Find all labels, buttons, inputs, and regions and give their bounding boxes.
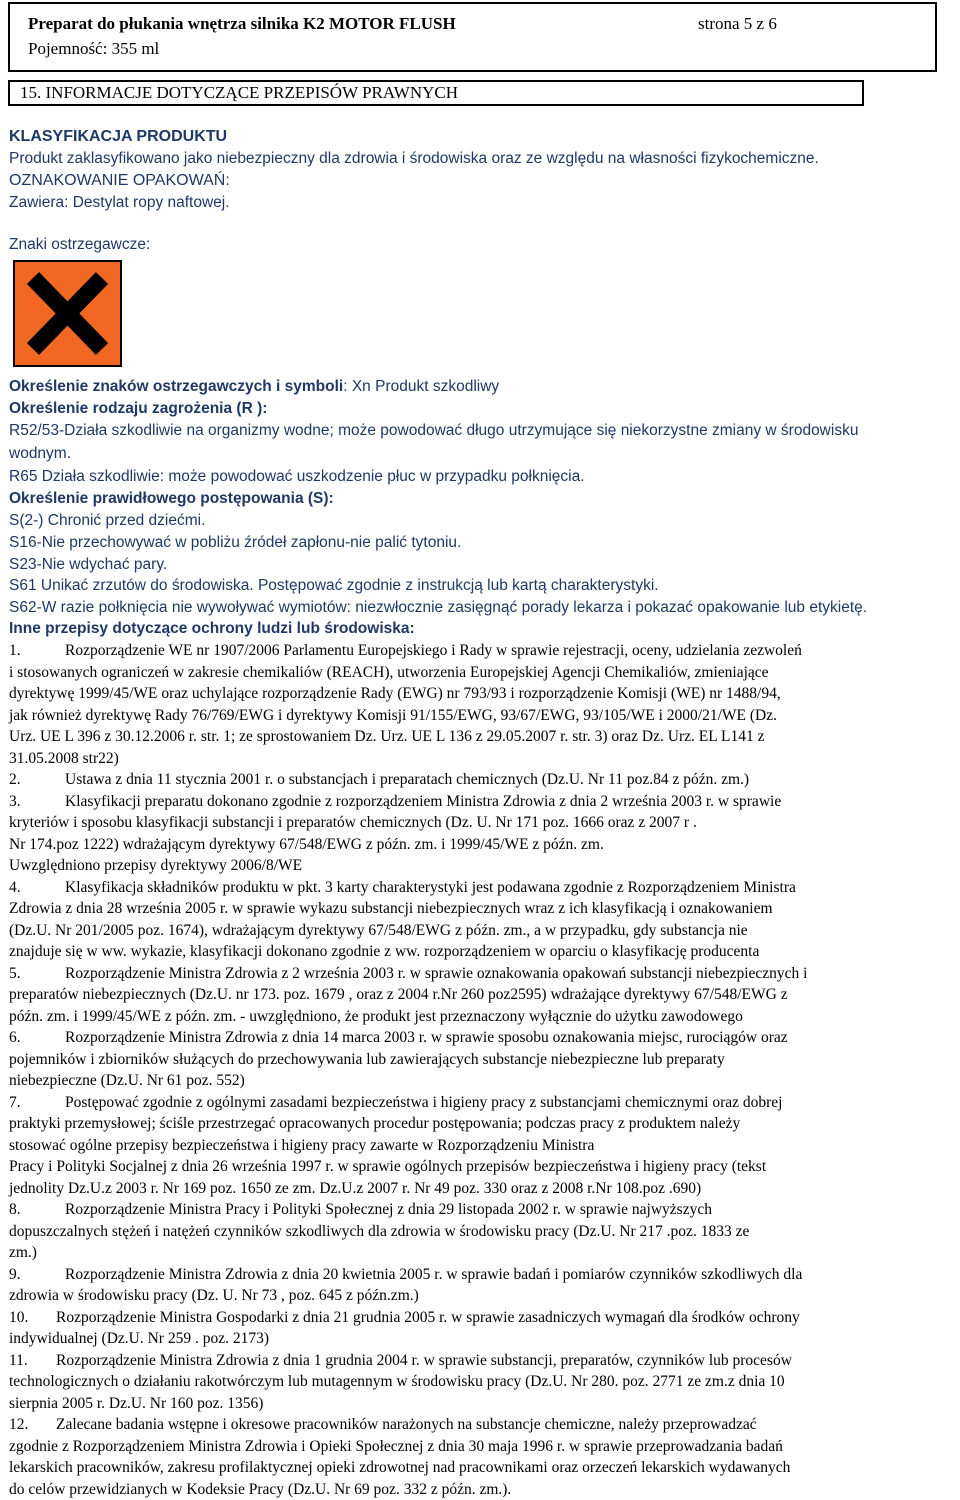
labeling-heading: OZNAKOWANIE OPAKOWAŃ: (9, 170, 230, 192)
regulation-continuation: indywidualnej (Dz.U. Nr 259 . poz. 2173) (9, 1328, 959, 1350)
regulation-number: 6. (9, 1027, 65, 1049)
regulation-number: 11. (9, 1350, 56, 1372)
regulation-item (9, 640, 959, 662)
symbols-value: : Xn Produkt szkodliwy (343, 378, 499, 395)
regulation-item (9, 769, 959, 791)
product-title: Preparat do płukania wnętrza silnika K2 MOTOR FLUSH (28, 13, 456, 35)
regulation-continuation: 31.05.2008 str22) (9, 748, 959, 770)
regulation-continuation: dopuszczalnych stężeń i natężeń czynników szkodliwych dla zdrowia w środowisku pracy (Dz.U. Nr 217 .poz. 1833 ze (9, 1221, 959, 1243)
contains-text: Zawiera: Destylat ropy naftowej. (9, 192, 230, 214)
regulation-number: 10. (9, 1307, 56, 1329)
regulation-continuation: późn. zm. i 1999/45/WE z późn. zm. - uwzględniono, że produkt jest przeznaczony wyłącznie do użytku zawodowego (9, 1006, 959, 1028)
regulation-number: 8. (9, 1199, 65, 1221)
classification-text: Produkt zaklasyfikowano jako niebezpieczny dla zdrowia i środowiska oraz ze względu na własności fizykochemiczne. (9, 148, 819, 170)
section-header (8, 80, 864, 106)
regulation-text: Rozporządzenie Ministra Zdrowia z dnia 20 kwietnia 2005 r. w sprawie badań i pomiarów czynników szkodliwych dla (65, 1266, 802, 1283)
risk-heading: Określenie rodzaju zagrożenia (R ): (9, 398, 267, 420)
page-number: strona 5 z 6 (698, 13, 777, 35)
regulation-continuation: lekarskich pracowników, zakresu profilaktycznej opieki zdrowotnej nad pracownikami oraz orzeczeń lekarskich wydawanych (9, 1457, 959, 1479)
regulation-continuation: jednolity Dz.U.z 2003 r. Nr 169 poz. 1650 ze zm. Dz.U.z 2007 r. Nr 49 poz. 330 oraz z 2008 r.Nr 108.poz .690) (9, 1178, 959, 1200)
regulation-continuation: i stosowanych ograniczeń w zakresie chemikaliów (REACH), utworzenia Europejskiej Agencji Chemikaliów, zmieniające (9, 662, 959, 684)
regulation-text: Rozporządzenie WE nr 1907/2006 Parlamentu Europejskiego i Rady w sprawie rejestracji, oceny, udzielania zezwoleń (65, 642, 802, 659)
regulation-item (9, 1350, 959, 1372)
regulation-text: Rozporządzenie Ministra Pracy i Polityki Społecznej z dnia 29 listopada 2002 r. w sprawie najwyższych (65, 1201, 712, 1218)
regulation-text: Ustawa z dnia 11 stycznia 2001 r. o substancjach i preparatach chemicznych (Dz.U. Nr 11 poz.84 z późn. zm.) (65, 771, 749, 788)
regulation-continuation: technologicznych o działaniu rakotwórczym lub mutagennym w środowisku pracy (Dz.U. Nr 280. poz. 2771 ze zm.z dnia 10 (9, 1371, 959, 1393)
r52-line-1: R52/53-Działa szkodliwie na organizmy wodne; może powodować długo utrzymujące się niekorzystne zmiany w środowisku (9, 420, 858, 442)
regulation-item (9, 1092, 959, 1114)
regulation-number: 3. (9, 791, 65, 813)
regulation-continuation: zdrowia w środowisku pracy (Dz. U. Nr 73 , poz. 645 z późn.zm.) (9, 1285, 959, 1307)
regulation-continuation: (Dz.U. Nr 201/2005 poz. 1674), wdrażającym dyrektywy 67/548/EWG z późn. zm., a w przypadku, gdy substancja nie (9, 920, 959, 942)
regulation-item (9, 1027, 959, 1049)
r65-line: R65 Działa szkodliwie: może powodować uszkodzenie płuc w przypadku połknięcia. (9, 466, 585, 488)
regulation-text: Postępować zgodnie z ogólnymi zasadami bezpieczeństwa i higieny pracy z substancjami chemicznymi oraz dobrej (65, 1094, 782, 1111)
regulation-continuation: jak również dyrektywę Rady 76/769/EWG i dyrektywy Komisji 91/155/EWG, 93/67/EWG, 93/105/WE i 2000/21/WE (Dz. (9, 705, 959, 727)
regulation-continuation: stosować ogólne przepisy bezpieczeństwa i higieny pracy zawarte w Rozporządzeniu Ministra (9, 1135, 959, 1157)
s16-line: S16-Nie przechowywać w pobliżu źródeł zapłonu-nie palić tytoniu. (9, 532, 461, 554)
regulation-text: Klasyfikacja składników produktu w pkt. 3 karty charakterystyki jest podawana zgodnie z Rozporządzeniem Ministra (65, 879, 796, 896)
classification-heading: KLASYFIKACJA PRODUKTU (9, 126, 227, 148)
regulation-item (9, 1199, 959, 1221)
regulation-text: Zalecane badania wstępne i okresowe pracowników narażonych na substancje chemiczne, należy przeprowadzać (56, 1416, 757, 1433)
regulation-continuation: praktyki przemysłowej; ściśle przestrzegać opracowanych procedur postępowania; podczas pracy z produktem należy (9, 1113, 959, 1135)
r52-line-2: wodnym. (9, 443, 71, 465)
warning-signs-heading: Znaki ostrzegawcze: (9, 234, 150, 256)
regulation-item (9, 963, 959, 985)
s61-line: S61 Unikać zrzutów do środowiska. Postępować zgodnie z instrukcją lub kartą charakterystyki. (9, 575, 659, 597)
regulation-continuation: Pracy i Polityki Socjalnej z dnia 26 września 1997 r. w sprawie ogólnych przepisów bezpieczeństwa i higieny pracy (tekst (9, 1156, 959, 1178)
xn-harmful-cross-icon (13, 260, 122, 367)
regulation-text: Rozporządzenie Ministra Zdrowia z 2 września 2003 r. w sprawie oznakowania opakowań substancji niebezpiecznych i (65, 965, 807, 982)
regulation-continuation: sierpnia 2005 r. Dz.U. Nr 160 poz. 1356) (9, 1393, 959, 1415)
regulation-item (9, 1264, 959, 1286)
regulation-continuation: Uwzględniono przepisy dyrektywy 2006/8/WE (9, 855, 959, 877)
s23-line: S23-Nie wdychać pary. (9, 554, 167, 576)
symbols-label: Określenie znaków ostrzegawczych i symboli (9, 378, 343, 395)
s62-line: S62-W razie połknięcia nie wywoływać wymiotów: niezwłocznie zasięgnąć porady lekarza i pokazać opakowanie lub etykietę. (9, 597, 867, 619)
regulation-continuation: dyrektywę 1999/45/WE oraz uchylające rozporządzenie Rady (EWG) nr 793/93 i rozporządzenie Komisji (WE) nr 1488/94, (9, 683, 959, 705)
regulations-list (9, 640, 959, 1500)
regulation-number: 12. (9, 1414, 56, 1436)
regulation-continuation: niebezpieczne (Dz.U. Nr 61 poz. 552) (9, 1070, 959, 1092)
regulation-continuation: pojemników i zbiorników służących do przechowywania lub zawierających substancje niebezpieczne lub preparaty (9, 1049, 959, 1071)
regulation-item (9, 1307, 959, 1329)
s2-line: S(2-) Chronić przed dziećmi. (9, 510, 205, 532)
regulation-item (9, 1414, 959, 1436)
regulation-continuation: preparatów niebezpiecznych (Dz.U. nr 173. poz. 1679 , oraz z 2004 r.Nr 260 poz2595) wdrażające dyrektywy 67/548/EWG z (9, 984, 959, 1006)
regulation-continuation: znajduje się w ww. wykazie, klasyfikacji dokonano zgodnie z ww. rozporządzeniem w oparciu o klasyfikację producenta (9, 941, 959, 963)
regulation-continuation: do celów przewidzianych w Kodeksie Pracy (Dz.U. Nr 69 poz. 332 z późn. zm.). (9, 1479, 959, 1500)
section-title: 15. INFORMACJE DOTYCZĄCE PRZEPISÓW PRAWNYCH (20, 83, 458, 103)
regulation-text: Klasyfikacji preparatu dokonano zgodnie z rozporządzeniem Ministra Zdrowia z dnia 2 września 2003 r. w sprawie (65, 793, 781, 810)
regulation-item (9, 877, 959, 899)
regulation-text: Rozporządzenie Ministra Gospodarki z dnia 21 grudnia 2005 r. w sprawie zasadniczych wymagań dla środków ochrony (56, 1309, 800, 1326)
product-volume: Pojemność: 355 ml (28, 38, 159, 60)
other-regulations-heading: Inne przepisy dotyczące ochrony ludzi lub środowiska: (9, 618, 415, 640)
regulation-continuation: Zdrowia z dnia 28 września 2005 r. w sprawie wykazu substancji niebezpiecznych wraz z ich klasyfikacją i oznakowaniem (9, 898, 959, 920)
regulation-continuation: zm.) (9, 1242, 959, 1264)
regulation-item (9, 791, 959, 813)
document-header (8, 2, 937, 72)
regulation-continuation: zgodnie z Rozporządzeniem Ministra Zdrowia i Opieki Społecznej z dnia 30 maja 1996 r. w sprawie przeprowadzania badań (9, 1436, 959, 1458)
regulation-continuation: Nr 174.poz 1222) wdrażającym dyrektywy 67/548/EWG z późn. zm. i 1999/45/WE z późn. zm. (9, 834, 959, 856)
regulation-number: 5. (9, 963, 65, 985)
regulation-continuation: Urz. UE L 396 z 30.12.2006 r. str. 1; ze sprostowaniem Dz. Urz. UE L 136 z 29.05.2007 r. str. 3) oraz Dz. Urz. EL L141 z (9, 726, 959, 748)
regulation-number: 7. (9, 1092, 65, 1114)
regulation-number: 2. (9, 769, 65, 791)
regulation-text: Rozporządzenie Ministra Zdrowia z dnia 14 marca 2003 r. w sprawie sposobu oznakowania miejsc, rurociągów oraz (65, 1029, 788, 1046)
symbols-line (9, 376, 499, 398)
safety-heading: Określenie prawidłowego postępowania (S): (9, 488, 334, 510)
regulation-continuation: kryteriów i sposobu klasyfikacji substancji i preparatów chemicznych (Dz. U. Nr 171 poz. 1666 oraz z 2007 r . (9, 812, 959, 834)
regulation-number: 4. (9, 877, 65, 899)
regulation-text: Rozporządzenie Ministra Zdrowia z dnia 1 grudnia 2004 r. w sprawie substancji, preparatów, czynników lub procesów (56, 1352, 792, 1369)
regulation-number: 9. (9, 1264, 65, 1286)
regulation-number: 1. (9, 640, 65, 662)
